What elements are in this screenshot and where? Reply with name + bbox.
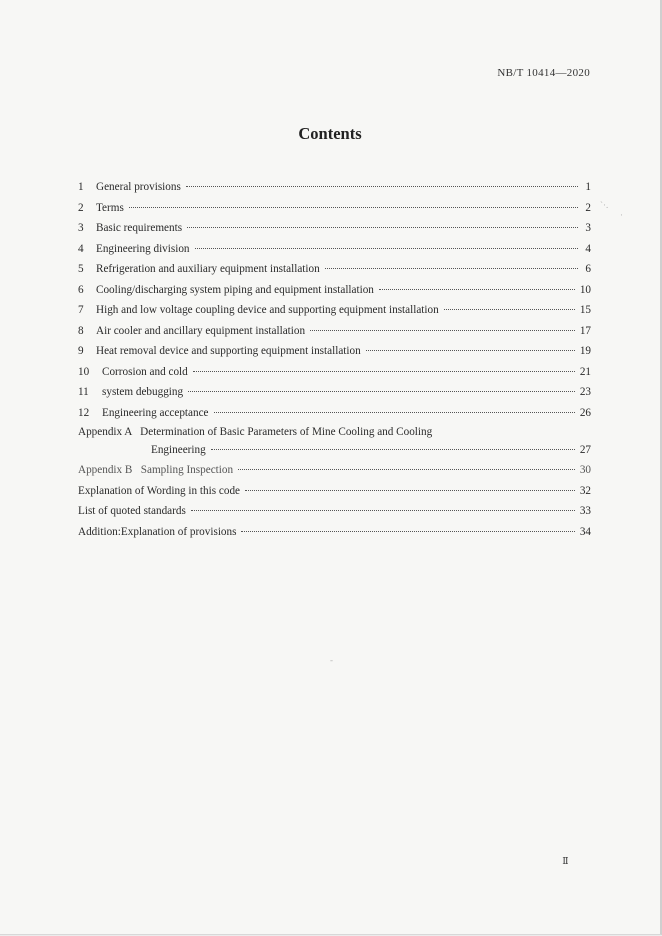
table-of-contents bbox=[78, 177, 591, 542]
toc-entry-page: 6 bbox=[585, 263, 591, 275]
toc-entry-page: 2 bbox=[585, 201, 591, 214]
toc-entry-number: 3 bbox=[78, 222, 84, 234]
toc-entry[interactable] bbox=[78, 362, 591, 383]
toc-entry-label: Refrigeration and auxiliary equipment installation bbox=[96, 263, 320, 275]
scan-artifact: - bbox=[330, 655, 333, 665]
dot-leader bbox=[193, 371, 575, 372]
toc-entry-label: system debugging bbox=[102, 386, 184, 398]
toc-entry-page: 33 bbox=[579, 505, 591, 517]
toc-entry-label: Heat removal device and supporting equipment installation bbox=[96, 345, 361, 357]
toc-entry[interactable] bbox=[78, 280, 591, 301]
toc-entry-page: 17 bbox=[579, 324, 591, 337]
toc-entry-page: 1 bbox=[585, 181, 591, 193]
dot-leader bbox=[310, 330, 575, 331]
toc-entry-explanation-of-provisions[interactable] bbox=[78, 522, 591, 543]
toc-entry[interactable] bbox=[78, 259, 591, 280]
dot-leader bbox=[325, 268, 578, 269]
toc-entry-label: General provisions bbox=[96, 181, 181, 193]
toc-entry-page: 30 bbox=[579, 464, 591, 476]
toc-entry-page: 3 bbox=[585, 222, 591, 234]
toc-entry-label: Engineering bbox=[151, 444, 206, 456]
dot-leader bbox=[238, 469, 575, 470]
toc-entry-appendix-a[interactable] bbox=[78, 423, 591, 441]
toc-entry-appendix-b[interactable] bbox=[78, 460, 591, 481]
toc-entry[interactable] bbox=[78, 403, 591, 424]
toc-entry[interactable] bbox=[78, 239, 591, 260]
dot-leader bbox=[188, 391, 575, 392]
toc-entry-label: Engineering division bbox=[96, 242, 190, 255]
toc-entry-label: Explanation of Wording in this code bbox=[78, 484, 241, 497]
toc-entry-number: 11 bbox=[78, 386, 89, 398]
toc-entry-label: Corrosion and cold bbox=[102, 365, 188, 378]
dot-leader bbox=[214, 412, 575, 413]
toc-entry-number: 1 bbox=[78, 181, 84, 193]
toc-entry-number: 10 bbox=[78, 365, 90, 378]
toc-entry-quoted-standards[interactable] bbox=[78, 501, 591, 522]
toc-entry-page: 19 bbox=[579, 345, 591, 357]
toc-entry-page: 34 bbox=[579, 525, 591, 538]
toc-entry-page: 4 bbox=[585, 242, 591, 255]
dot-leader bbox=[245, 490, 575, 491]
dot-leader bbox=[187, 227, 578, 228]
dot-leader bbox=[211, 449, 575, 450]
toc-entry[interactable] bbox=[78, 198, 591, 219]
scan-artifact: · bbox=[620, 210, 623, 220]
page-title: Contents bbox=[298, 124, 362, 143]
toc-entry-number: 8 bbox=[78, 324, 84, 337]
toc-entry-appendix-a-continued[interactable] bbox=[78, 441, 591, 460]
dot-leader bbox=[379, 289, 575, 290]
dot-leader bbox=[186, 186, 578, 187]
toc-entry[interactable] bbox=[78, 177, 591, 198]
scan-artifact: `·. bbox=[600, 200, 609, 210]
dot-leader bbox=[129, 207, 578, 208]
toc-entry-page: 15 bbox=[579, 304, 591, 316]
toc-entry[interactable] bbox=[78, 300, 591, 321]
toc-entry-page: 27 bbox=[579, 444, 591, 456]
toc-entry-label: Basic requirements bbox=[96, 222, 183, 234]
toc-entry[interactable] bbox=[78, 382, 591, 403]
dot-leader bbox=[191, 510, 575, 511]
toc-entry-page: 10 bbox=[579, 283, 591, 296]
toc-entry-explanation-of-wording[interactable] bbox=[78, 481, 591, 502]
toc-entry-number: 2 bbox=[78, 201, 84, 214]
toc-entry-label: Cooling/discharging system piping and equipment installation bbox=[96, 283, 374, 296]
toc-entry-number: 9 bbox=[78, 345, 84, 357]
toc-entry-label: Appendix B Sampling Inspection bbox=[78, 464, 234, 476]
toc-entry-page: 21 bbox=[579, 365, 591, 378]
toc-entry-number: 4 bbox=[78, 242, 84, 255]
toc-entry-number: 5 bbox=[78, 263, 84, 275]
toc-entry-label: High and low voltage coupling device and supporting equipment installation bbox=[96, 304, 439, 316]
dot-leader bbox=[444, 309, 575, 310]
standard-code: NB/T 10414—2020 bbox=[497, 67, 590, 79]
page-number: Ⅱ bbox=[562, 856, 568, 866]
toc-entry-page: 23 bbox=[579, 386, 591, 398]
toc-entry-label: Engineering acceptance bbox=[102, 406, 209, 419]
dot-leader bbox=[195, 248, 578, 249]
toc-entry[interactable] bbox=[78, 341, 591, 362]
dot-leader bbox=[241, 531, 574, 532]
toc-entry[interactable] bbox=[78, 218, 591, 239]
toc-entry-label: Terms bbox=[96, 201, 124, 214]
dot-leader bbox=[366, 350, 575, 351]
toc-entry-number: 7 bbox=[78, 304, 84, 316]
toc-entry-number: 12 bbox=[78, 406, 90, 419]
toc-entry[interactable] bbox=[78, 321, 591, 342]
toc-entry-page: 32 bbox=[579, 484, 591, 497]
toc-entry-number: 6 bbox=[78, 283, 84, 296]
toc-entry-label: Air cooler and ancillary equipment installation bbox=[96, 324, 306, 337]
toc-entry-label: Appendix A Determination of Basic Parameters of Mine Cooling and Cooling bbox=[78, 426, 433, 438]
toc-entry-label: List of quoted standards bbox=[78, 505, 186, 517]
toc-entry-label: Addition:Explanation of provisions bbox=[78, 525, 237, 538]
toc-entry-page: 26 bbox=[579, 406, 591, 419]
